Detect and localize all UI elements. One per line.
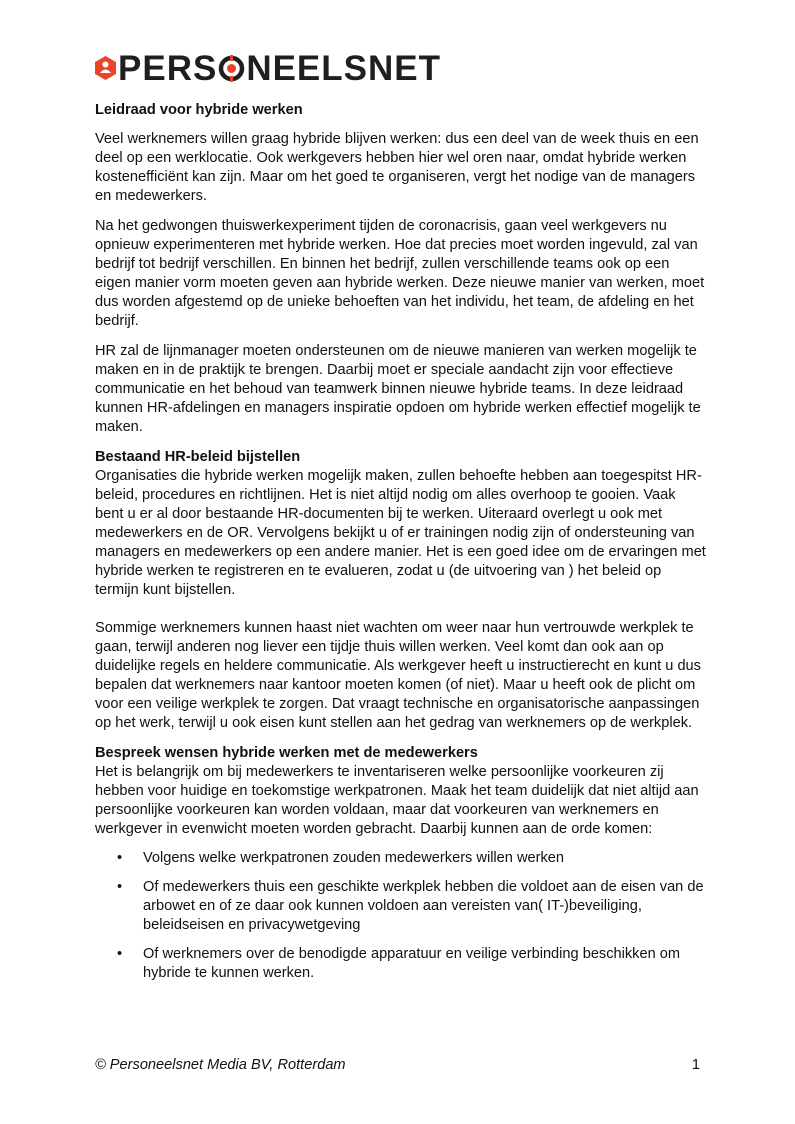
list-item [95, 878, 707, 935]
person-badge-icon [95, 56, 116, 80]
list-item [95, 945, 707, 983]
page-footer [95, 1057, 700, 1073]
intro-paragraph: Veel werknemers willen graag hybride blijven werken: dus een deel van de week thuis en een deel op een werklocatie. Ook werkgevers hebben hier wel oren naar, omdat hybride werken kostenefficiënt kan zijn. Maar om het goed te organiseren, vergt het nodige van de managers en medewerkers. [95, 131, 699, 204]
bullet-icon: • [117, 850, 123, 866]
document-body [95, 101, 707, 993]
section1-paragraph: Sommige werknemers kunnen haast niet wachten om weer naar hun vertrouwde werkplek te gaan, terwijl anderen nog liever een tijdje thuis willen werken. Veel komt dan ook aan op duidelijke regels en heldere communicatie. Als werkgever heeft u instructierecht en kunt u dus bepalen dat werknemers naar kantoor moeten komen (of niet). Maar u heeft ook de plicht om voor een veilige werkplek te zorgen. Dat vraagt technische en organisatorische aanpassingen op het werk, terwijl u ook eisen kunt stellen aan het gedrag van werknemers op de werkplek. [95, 620, 701, 731]
logo-text-part2: NEELSNET [246, 48, 442, 88]
target-icon [218, 55, 245, 82]
bullet-icon: • [117, 879, 123, 895]
list-item-text: Of werknemers over de benodigde apparatuur en veilige verbinding beschikken om hybride te kunnen werken. [143, 946, 681, 981]
logo-text-part1: PERS [118, 48, 218, 88]
intro-paragraph: HR zal de lijnmanager moeten ondersteunen om de nieuwe manieren van werken mogelijk te maken en in de praktijk te brengen. Daarbij moet er speciale aandacht zijn voor effectieve communicatie en het behoud van teamwerk binnen nieuwe hybride teams. In deze leidraad kunnen HR-afdelingen en managers inspiratie opdoen om hybride werken effectief mogelijk te maken. [95, 343, 701, 435]
document-title: Leidraad voor hybride werken [95, 102, 303, 118]
page-number: 1 [691, 1057, 700, 1073]
personeelsnet-logo [95, 50, 441, 86]
logo-wordmark [118, 48, 442, 88]
bullet-list [95, 849, 707, 983]
footer-copyright: © Personeelsnet Media BV, Rotterdam [95, 1057, 346, 1073]
section2-paragraph: Het is belangrijk om bij medewerkers te inventariseren welke persoonlijke voorkeuren zij hebben voor huidige en toekomstige werkpatronen. Maak het team duidelijk dat niet altijd aan persoonlijke voorkeuren kan worden voldaan, maar dat voorkeuren van werknemers en werkgever in evenwicht moeten worden gebracht. Daarbij kunnen aan de orde komen: [95, 764, 699, 837]
list-item-text: Volgens welke werkpatronen zouden medewerkers willen werken [143, 850, 565, 866]
section-heading-wensen: Bespreek wensen hybride werken met de medewerkers [95, 745, 478, 761]
list-item-text: Of medewerkers thuis een geschikte werkplek hebben die voldoet aan de eisen van de arbowet en of ze daar ook kunnen voldoen aan vereisten van( IT-)beveiliging, beleidseisen en privacywetgeving [143, 879, 704, 933]
bullet-icon: • [117, 946, 123, 962]
list-item [95, 849, 707, 868]
section-heading-hr-beleid: Bestaand HR-beleid bijstellen [95, 449, 301, 465]
spacer [95, 600, 707, 619]
section1-paragraph: Organisaties die hybride werken mogelijk maken, zullen behoefte hebben aan toegespitst HR-beleid, procedures en richtlijnen. Het is niet altijd nodig om alles overhoop te gooien. Vaak bent u er al door bestaande HR-documenten bij te werken. Uiteraard overlegt u ook met medewerkers en de OR. Vervolgens bekijkt u of er trainingen nodig zijn of ondersteuning van managers en medewerkers op een andere manier. Het is een goed idee om de ervaringen met hybride werken te registreren en te evalueren, zodat u (de uitvoering van ) het beleid op termijn kunt bijstellen. [95, 468, 706, 598]
intro-paragraph: Na het gedwongen thuiswerkexperiment tijden de coronacrisis, gaan veel werkgevers nu opnieuw experimenteren met hybride werken. Hoe dat precies moet worden ingevuld, zal van bedrijf tot bedrijf verschillen. En binnen het bedrijf, zullen verschillende teams ook op een eigen manier vorm moeten geven aan hybride werken. Deze nieuwe manier van werken, moet dus worden afgestemd op de unieke behoeften van het individu, het team, de afdeling en het bedrijf. [95, 218, 705, 329]
